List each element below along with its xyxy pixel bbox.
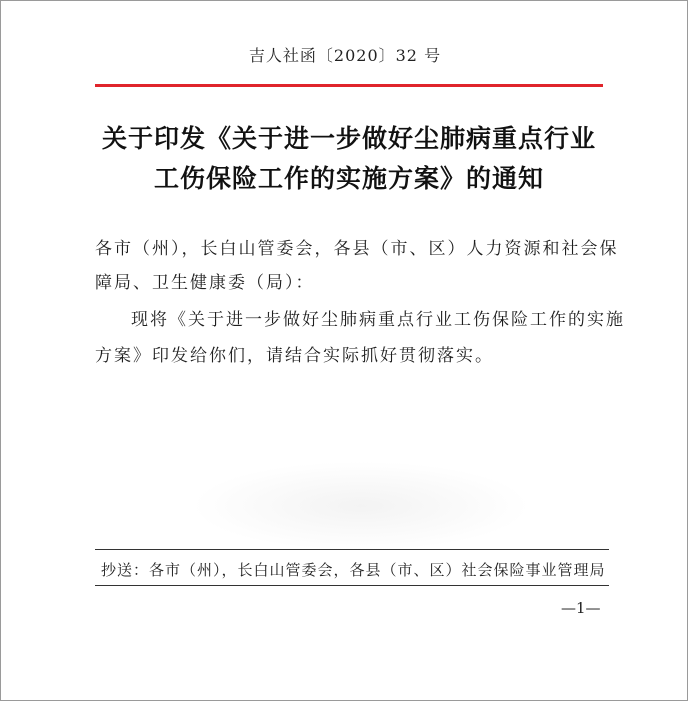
cc-bottom-rule	[95, 585, 609, 586]
document-number: 吉人社函〔2020〕32 号	[248, 46, 442, 65]
document-title-line-1: 关于印发《关于进一步做好尘肺病重点行业	[101, 124, 596, 153]
addressee-line-1: 各市（州），长白山管委会，各县（市、区）人力资源和社会保	[95, 239, 619, 259]
cc-recipients: 抄送：各市（州），长白山管委会，各县（市、区）社会保险事业管理局	[101, 561, 606, 579]
body-line-1: 现将《关于进一步做好尘肺病重点行业工伤保险工作的实施	[131, 310, 625, 330]
red-header-rule	[95, 84, 603, 87]
faded-seal-watermark	[191, 461, 531, 551]
page-number: —1—	[561, 599, 601, 617]
body-line-2: 方案》印发给你们，请结合实际抓好贯彻落实。	[95, 346, 494, 366]
document-title-line-2: 工伤保险工作的实施方案》的通知	[153, 164, 544, 193]
addressee-line-2: 障局、卫生健康委（局）：	[95, 273, 315, 293]
cc-top-rule	[95, 549, 609, 550]
